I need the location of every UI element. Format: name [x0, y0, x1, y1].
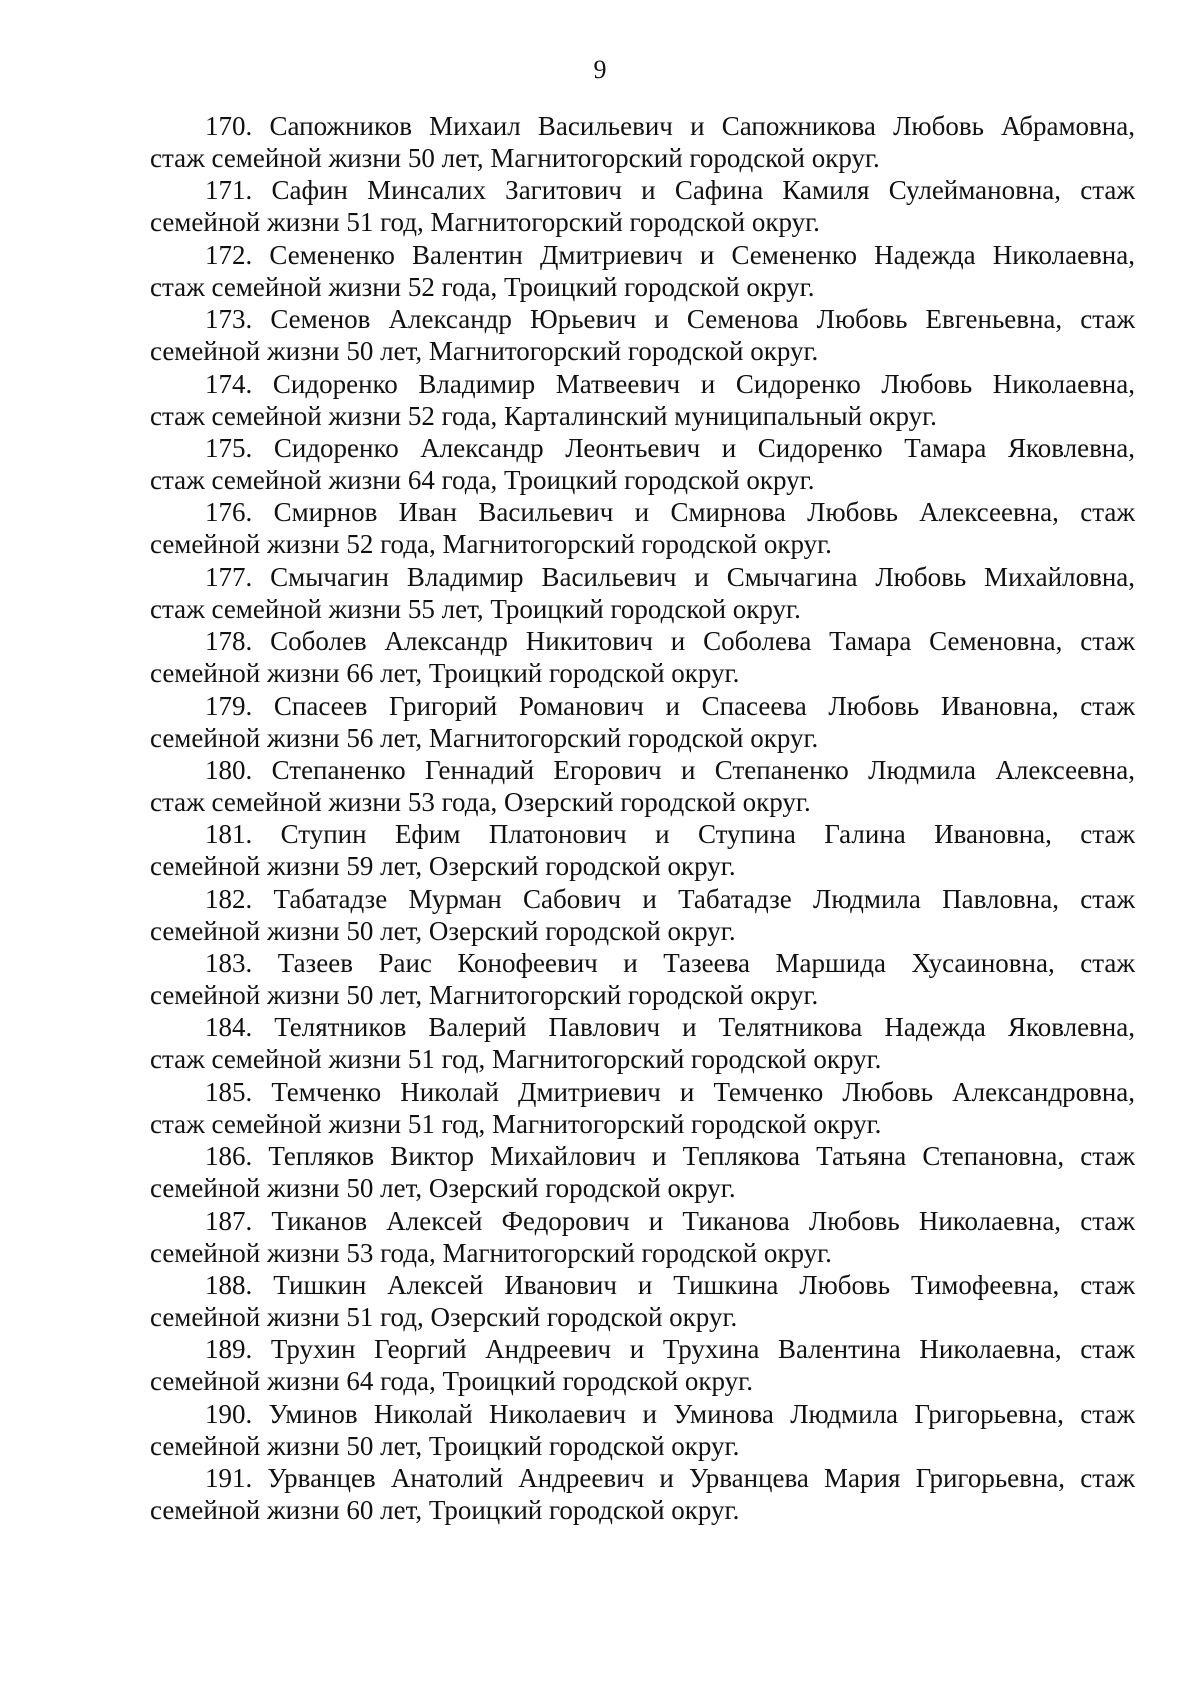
- entry-line-1: 170. Сапожников Михаил Васильевич и Сапожникова Любовь Абрамовна,: [205, 111, 1135, 141]
- page-number: 9: [593, 55, 607, 84]
- entry-line-1: 177. Смычагин Владимир Васильевич и Смычагина Любовь Михайловна,: [205, 561, 1135, 592]
- list-item: [150, 496, 1135, 560]
- entry-line-2: стаж семейной жизни 64 года, Троицкий городской округ.: [150, 464, 815, 495]
- entry-line-1: 188. Тишкин Алексей Иванович и Тишкина Любовь Тимофеевна, стаж: [205, 1270, 1135, 1301]
- entry-line-1: 185. Темченко Николай Дмитриевич и Темченко Любовь Александровна,: [205, 1076, 1135, 1107]
- entry-line-1: 182. Табатадзе Мурман Сабович и Табатадзе Людмила Павловна, стаж: [205, 883, 1135, 914]
- entry-line-1: 178. Соболев Александр Никитович и Соболева Тамара Семеновна, стаж: [205, 626, 1135, 657]
- list-item: [150, 174, 1135, 238]
- entry-line-2: стаж семейной жизни 53 года, Озерский городской округ.: [150, 786, 811, 817]
- entry-line-1: 175. Сидоренко Александр Леонтьевич и Сидоренко Тамара Яковлевна,: [205, 432, 1135, 463]
- list-item: [150, 1011, 1135, 1075]
- entry-line-1: 186. Тепляков Виктор Михайлович и Теплякова Татьяна Степановна, стаж: [205, 1141, 1135, 1172]
- entry-line-2: семейной жизни 66 лет, Троицкий городской округ.: [150, 658, 740, 689]
- entry-line-2: семейной жизни 52 года, Магнитогорский городской округ.: [150, 529, 832, 560]
- list-item: [150, 1269, 1135, 1333]
- list-item: [150, 561, 1135, 625]
- entry-line-1: 171. Сафин Минсалих Загитович и Сафина Камиля Сулеймановна, стаж: [205, 175, 1135, 206]
- entry-line-2: семейной жизни 50 лет, Магнитогорский городской округ.: [150, 980, 819, 1011]
- entry-line-1: 189. Трухин Георгий Андреевич и Трухина Валентина Николаевна, стаж: [205, 1334, 1135, 1365]
- entry-line-2: семейной жизни 64 года, Троицкий городской округ.: [150, 1366, 753, 1397]
- entry-line-1: 190. Уминов Николай Николаевич и Уминова Людмила Григорьевна, стаж: [205, 1398, 1135, 1429]
- list-item: [150, 818, 1135, 882]
- list-item: [150, 368, 1135, 432]
- entry-line-2: стаж семейной жизни 51 год, Магнитогорский городской округ.: [150, 1044, 882, 1075]
- list-item: [150, 625, 1135, 689]
- list-item: [150, 110, 1135, 174]
- entry-line-2: семейной жизни 50 лет, Озерский городской округ.: [150, 1173, 736, 1204]
- entry-line-2: семейной жизни 51 год, Озерский городской округ.: [150, 1302, 738, 1333]
- entry-line-2: стаж семейной жизни 55 лет, Троицкий городской округ.: [150, 593, 801, 624]
- entry-line-1: 191. Урванцев Анатолий Андреевич и Урванцева Мария Григорьевна, стаж: [205, 1463, 1135, 1494]
- list-item: [150, 947, 1135, 1011]
- list-item: [150, 239, 1135, 303]
- list-item: [150, 690, 1135, 754]
- list-item: [150, 1333, 1135, 1397]
- entry-line-1: 184. Телятников Валерий Павлович и Телятникова Надежда Яковлевна,: [205, 1012, 1135, 1043]
- entry-line-1: 187. Тиканов Алексей Федорович и Тиканова Любовь Николаевна, стаж: [205, 1205, 1135, 1236]
- entry-line-1: 183. Тазеев Раис Конофеевич и Тазеева Маршида Хусаиновна, стаж: [205, 948, 1135, 979]
- entry-line-1: 181. Ступин Ефим Платонович и Ступина Галина Ивановна, стаж: [205, 819, 1135, 850]
- list-item: [150, 303, 1135, 367]
- list-item: [150, 1076, 1135, 1140]
- entry-line-1: 173. Семенов Александр Юрьевич и Семенова Любовь Евгеньевна, стаж: [205, 304, 1135, 335]
- entry-line-2: стаж семейной жизни 50 лет, Магнитогорский городской округ.: [150, 143, 880, 173]
- entry-line-2: стаж семейной жизни 52 года, Троицкий городской округ.: [150, 271, 815, 302]
- entry-line-1: 180. Степаненко Геннадий Егорович и Степаненко Людмила Алексеевна,: [205, 754, 1135, 785]
- entry-line-1: 174. Сидоренко Владимир Матвеевич и Сидоренко Любовь Николаевна,: [205, 368, 1135, 399]
- entries-list: [150, 110, 1135, 1527]
- entry-line-1: 179. Спасеев Григорий Романович и Спасеева Любовь Ивановна, стаж: [205, 690, 1135, 721]
- list-item: [150, 432, 1135, 496]
- list-item: [150, 883, 1135, 947]
- entry-line-1: 176. Смирнов Иван Васильевич и Смирнова Любовь Алексеевна, стаж: [205, 497, 1135, 528]
- entry-line-2: стаж семейной жизни 52 года, Карталинский муниципальный округ.: [150, 400, 937, 431]
- entry-line-2: семейной жизни 59 лет, Озерский городской округ.: [150, 851, 736, 882]
- entry-line-2: семейной жизни 53 года, Магнитогорский городской округ.: [150, 1237, 832, 1268]
- list-item: [150, 1140, 1135, 1204]
- entry-line-2: семейной жизни 50 лет, Троицкий городской округ.: [150, 1430, 740, 1461]
- entry-line-2: семейной жизни 50 лет, Озерский городской округ.: [150, 915, 736, 946]
- list-item: [150, 1205, 1135, 1269]
- list-item: [150, 1398, 1135, 1462]
- entry-line-2: семейной жизни 51 год, Магнитогорский городской округ.: [150, 207, 820, 238]
- entry-line-2: семейной жизни 56 лет, Магнитогорский городской округ.: [150, 722, 819, 753]
- list-item: [150, 1462, 1135, 1526]
- entry-line-2: семейной жизни 50 лет, Магнитогорский городской округ.: [150, 336, 819, 367]
- entry-line-1: 172. Семененко Валентин Дмитриевич и Семененко Надежда Николаевна,: [205, 239, 1135, 270]
- entry-line-2: семейной жизни 60 лет, Троицкий городской округ.: [150, 1495, 740, 1526]
- entry-line-2: стаж семейной жизни 51 год, Магнитогорский городской округ.: [150, 1108, 882, 1139]
- list-item: [150, 754, 1135, 818]
